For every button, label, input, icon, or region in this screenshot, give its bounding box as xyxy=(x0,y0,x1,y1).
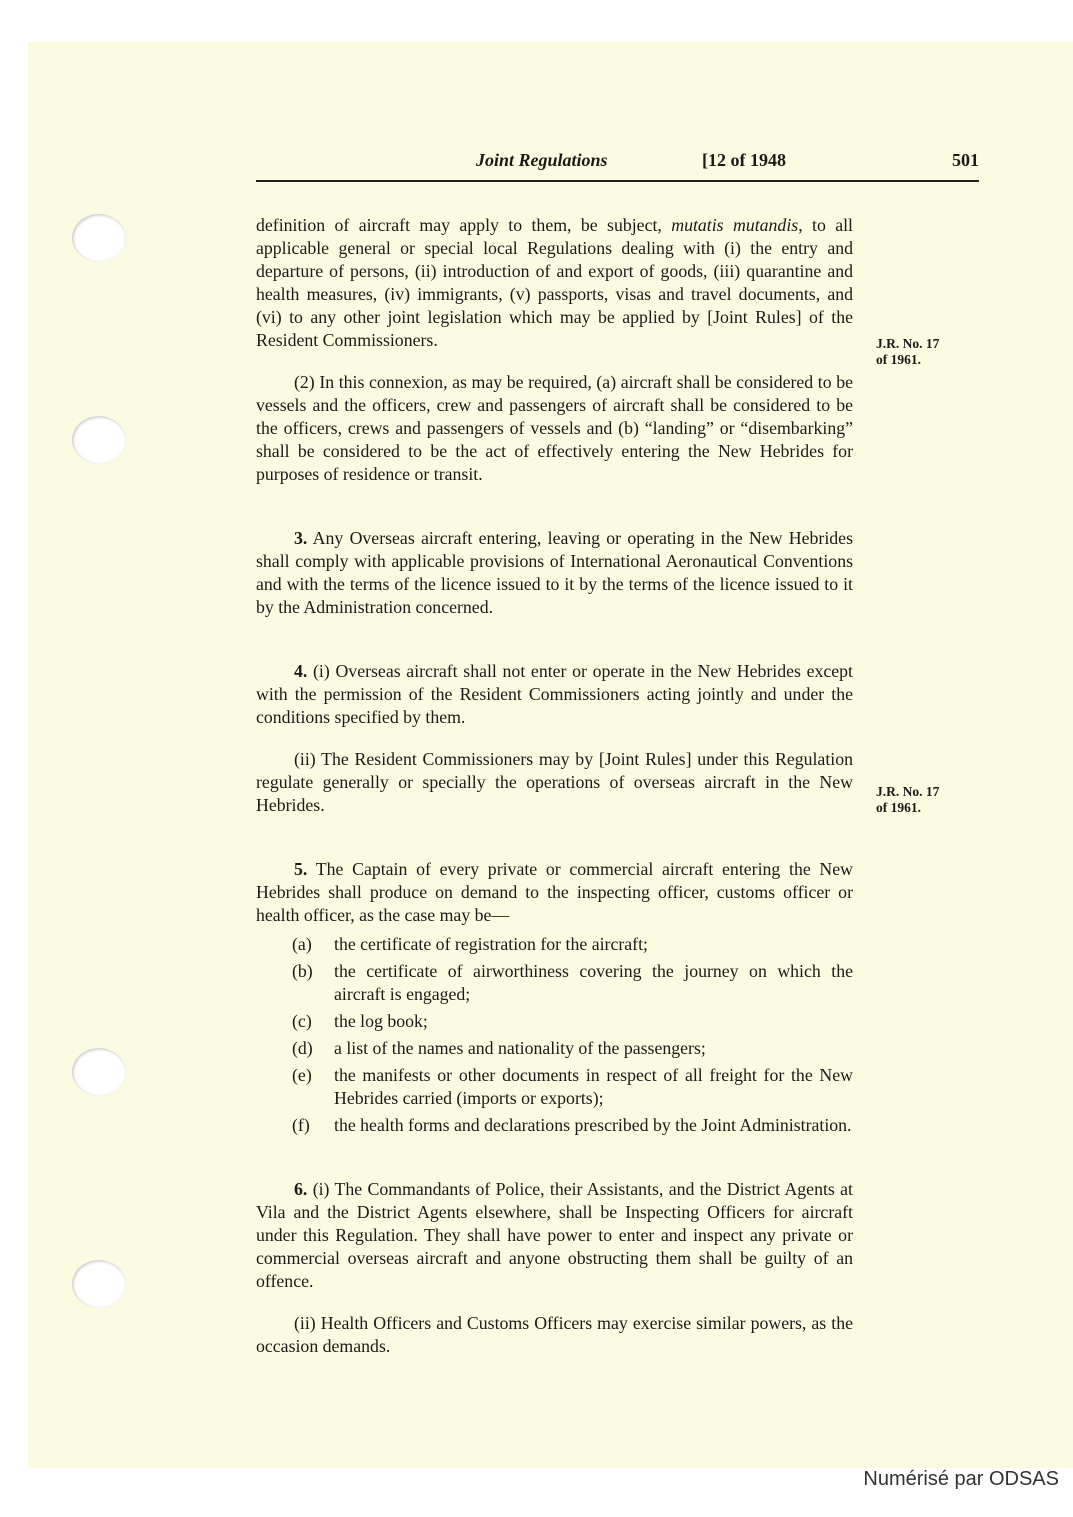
punch-hole xyxy=(72,1260,126,1308)
section-number: 5. xyxy=(294,859,308,879)
list-item: (c) the log book; xyxy=(292,1011,428,1031)
section-6-ii: (ii) Health Officers and Customs Officers may exercise similar powers, as the occasion demands. xyxy=(256,1313,853,1356)
section-5: 5. The Captain of every private or commercial aircraft entering the New Hebrides shall produce on demand to the inspecting officer, customs officer or health officer, as the case may be— xyxy=(256,859,853,925)
list-item: (f) the health forms and declarations prescribed by the Joint Administration. xyxy=(292,1115,852,1135)
section-6: 6. (i) The Commandants of Police, their Assistants, and the District Agents at Vila and the District Agents elsewhere, shall be Inspecting Officers for aircraft under this Regulation. They shall have power to enter and inspect any private or commercial overseas aircraft and anyone obstructing them shall be guilty of an offence. xyxy=(256,1179,853,1291)
section-3: 3. Any Overseas aircraft entering, leaving or operating in the New Hebrides shall comply with applicable provisions of International Aeronautical Conventions and with the terms of the licence issued to it by the terms of the licence issued to it by the Administration concerned. xyxy=(256,528,853,617)
section-4: 4. (i) Overseas aircraft shall not enter or operate in the New Hebrides except with the permission of the Resident Commissioners acting jointly and under the conditions specified by them. xyxy=(256,661,853,727)
margin-note: J.R. No. 17 of 1961. xyxy=(876,784,940,815)
regulation-body xyxy=(256,214,853,1358)
section-5-list xyxy=(256,933,853,1137)
running-header xyxy=(256,150,979,182)
header-title: Joint Regulations xyxy=(476,150,608,170)
margin-note: J.R. No. 17 of 1961. xyxy=(876,336,940,367)
list-item: (e) the manifests or other documents in respect of all freight for the New Hebrides carried (imports or exports); xyxy=(292,1065,853,1108)
section-number: 6. xyxy=(294,1179,308,1199)
section-number: 3. xyxy=(294,528,308,548)
page-number: 501 xyxy=(952,150,979,170)
section-4-ii: (ii) The Resident Commissioners may by [Joint Rules] under this Regulation regulate generally or specially the operations of overseas aircraft in the New Hebrides. xyxy=(256,749,853,815)
punch-hole xyxy=(72,214,126,262)
list-item: (d) a list of the names and nationality of the passengers; xyxy=(292,1038,706,1058)
punch-hole xyxy=(72,1048,126,1096)
list-item: (a) the certificate of registration for the aircraft; xyxy=(292,934,648,954)
list-item: (b) the certificate of airworthiness covering the journey on which the aircraft is engaged; xyxy=(292,961,853,1004)
punch-hole xyxy=(72,416,126,464)
paragraph-continuation: definition of aircraft may apply to them, be subject, mutatis mutandis, to all applicable general or special local Regulations dealing with (i) the entry and departure of persons, (ii) introduction of and export of goods, (iii) quarantine and health measures, (iv) immigrants, (v) passports, visas and travel documents, and (vi) to any other joint legislation which may be applied by [Joint Rules] of the Resident Commissioners. xyxy=(256,215,853,350)
subsection-2: (2) In this connexion, as may be required, (a) aircraft shall be considered to be vessels and the officers, crew and passengers of aircraft shall be considered to be the officers, crews and passengers of vessels and (b) “landing” or “disembarking” shall be considered to be the act of effectively entering the New Hebrides for purposes of residence or transit. xyxy=(256,372,853,484)
digitization-credit: Numérisé par ODSAS xyxy=(863,1468,1059,1490)
section-number: 4. xyxy=(294,661,308,681)
header-act-reference: [12 of 1948 xyxy=(702,150,786,170)
latin-phrase: mutatis mutandis xyxy=(671,215,799,235)
